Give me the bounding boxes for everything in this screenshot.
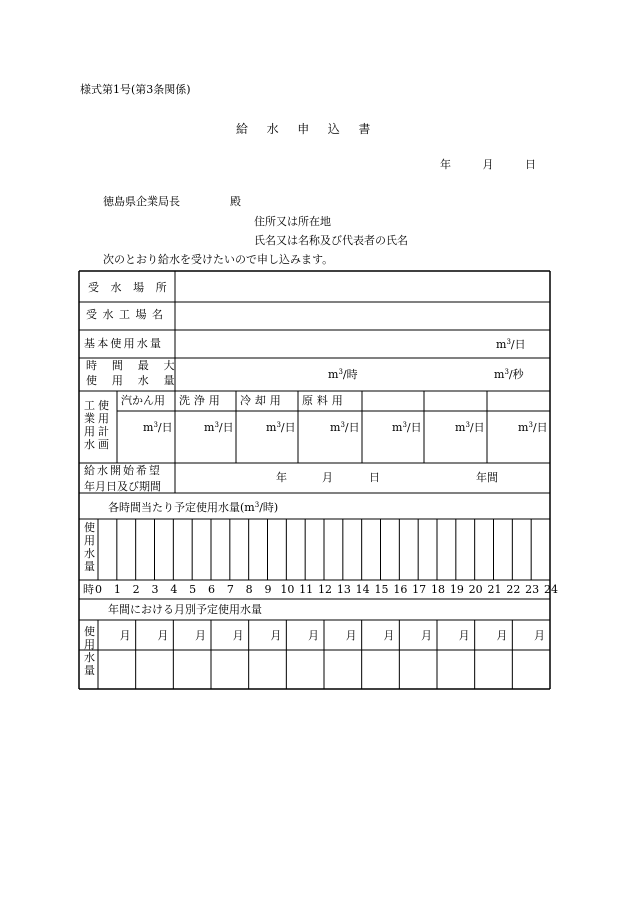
receiving-place-label: 受水場所 bbox=[88, 281, 179, 294]
start-period-label: 年間 bbox=[476, 471, 498, 484]
month-unit-label: 月 bbox=[195, 629, 206, 642]
receiving-plant-field[interactable] bbox=[176, 303, 549, 328]
hour-label: 16 bbox=[393, 583, 408, 596]
form-number: 様式第1号(第3条関係) bbox=[80, 83, 191, 96]
hourly-usage-field[interactable] bbox=[381, 520, 400, 579]
use-type-header: 原料用 bbox=[302, 394, 347, 407]
monthly-usage-field[interactable] bbox=[173, 651, 211, 688]
monthly-usage-field[interactable] bbox=[98, 651, 136, 688]
hourly-usage-field[interactable] bbox=[456, 520, 475, 579]
basic-usage-label: 基本使用水量 bbox=[84, 337, 164, 350]
max-usage-label-line1: 時間最大 bbox=[86, 359, 190, 372]
use-daily-unit[interactable]: $m^3/$日 bbox=[204, 421, 234, 434]
hour-label: 15 bbox=[374, 583, 389, 596]
vertical-label-char: 計 bbox=[98, 425, 109, 438]
use-daily-unit[interactable]: $m^3/$日 bbox=[392, 421, 422, 434]
monthly-usage-field[interactable] bbox=[362, 651, 400, 688]
hourly-usage-field[interactable] bbox=[192, 520, 211, 579]
hour-label: 13 bbox=[336, 583, 351, 596]
hourly-usage-field[interactable] bbox=[324, 520, 343, 579]
hourly-usage-field[interactable] bbox=[98, 520, 117, 579]
monthly-usage-field[interactable] bbox=[136, 651, 174, 688]
month-unit-label: 月 bbox=[345, 629, 357, 642]
monthly-usage-field[interactable] bbox=[324, 651, 362, 688]
use-type-header: 洗浄用 bbox=[179, 394, 224, 407]
month-unit-label: 月 bbox=[534, 629, 545, 642]
monthly-usage-field[interactable] bbox=[286, 651, 324, 688]
applicant-address-label: 住所又は所在地 bbox=[254, 215, 331, 228]
vertical-label-char: 業 bbox=[84, 412, 95, 425]
vertical-label-char: 量 bbox=[84, 664, 95, 677]
addressee: 徳島県企業局長 bbox=[103, 195, 180, 208]
hour-label: 21 bbox=[487, 583, 502, 596]
start-day-label: 日 bbox=[369, 471, 380, 484]
date-year-label: 年 bbox=[440, 158, 451, 171]
hourly-usage-field[interactable] bbox=[418, 520, 437, 579]
month-unit-label: 月 bbox=[157, 629, 169, 642]
hourly-usage-field[interactable] bbox=[475, 520, 494, 579]
month-unit-label: 月 bbox=[270, 629, 282, 642]
hour-label: 24 bbox=[544, 583, 558, 596]
per-second-unit: $m^3/$秒 bbox=[494, 368, 524, 381]
hour-label: 9 bbox=[264, 583, 272, 596]
hour-label: 22 bbox=[506, 583, 521, 596]
hour-label: 14 bbox=[355, 583, 370, 596]
vertical-label-char: 使 bbox=[98, 399, 109, 412]
use-daily-unit[interactable]: $m^3/$日 bbox=[266, 421, 296, 434]
hourly-usage-field[interactable] bbox=[155, 520, 174, 579]
hour-label: 17 bbox=[412, 583, 427, 596]
month-unit-label: 月 bbox=[458, 629, 470, 642]
vertical-label-char: 用 bbox=[84, 638, 95, 651]
vertical-label-char: 量 bbox=[84, 560, 95, 573]
intro-text: 次のとおり給水を受けたいので申し込みます。 bbox=[103, 253, 334, 266]
hour-label: 12 bbox=[318, 583, 332, 596]
receiving-place-field[interactable] bbox=[176, 276, 549, 300]
month-unit-label: 月 bbox=[496, 629, 508, 642]
hour-label: 23 bbox=[525, 583, 540, 596]
month-unit-label: 月 bbox=[232, 629, 244, 642]
monthly-usage-field[interactable] bbox=[475, 651, 513, 688]
hour-label: 6 bbox=[208, 583, 215, 596]
hourly-usage-field[interactable] bbox=[117, 520, 136, 579]
start-year-label: 年 bbox=[276, 471, 287, 484]
use-daily-unit[interactable]: $m^3/$日 bbox=[455, 421, 485, 434]
vertical-label-char: 使 bbox=[84, 625, 95, 638]
hour-label: 10 bbox=[280, 583, 295, 596]
month-unit-label: 月 bbox=[119, 629, 131, 642]
vertical-label-char: 画 bbox=[98, 438, 109, 451]
start-label-line2: 年月日及び期間 bbox=[84, 480, 161, 493]
month-unit-label: 月 bbox=[383, 629, 395, 642]
vertical-label-char: 水 bbox=[84, 547, 95, 560]
hour-label: 3 bbox=[151, 583, 159, 596]
monthly-usage-field[interactable] bbox=[249, 651, 287, 688]
hour-label: 4 bbox=[170, 583, 178, 596]
vertical-label-char: 水 bbox=[84, 651, 95, 664]
hour-label: 1 bbox=[113, 583, 121, 596]
vertical-label-char: 工 bbox=[84, 399, 95, 412]
hour-label: 18 bbox=[431, 583, 445, 596]
hourly-usage-field[interactable] bbox=[286, 520, 305, 579]
start-label-line1: 給水開始希望 bbox=[84, 464, 162, 477]
hour-label: 5 bbox=[189, 583, 197, 596]
hourly-usage-field[interactable] bbox=[494, 520, 513, 579]
per-hour-unit: $m^3/$時 bbox=[328, 368, 358, 381]
monthly-usage-header: 年間における月別予定使用水量 bbox=[108, 603, 262, 616]
hour-label: 11 bbox=[299, 583, 314, 596]
monthly-usage-field[interactable] bbox=[211, 651, 249, 688]
hourly-usage-field[interactable] bbox=[399, 520, 418, 579]
receiving-plant-label: 受水工場名 bbox=[86, 308, 169, 321]
use-daily-unit[interactable]: $m^3/$日 bbox=[518, 421, 548, 434]
applicant-name-label: 氏名又は名称及び代表者の氏名 bbox=[254, 234, 408, 247]
hour-label: 8 bbox=[245, 583, 253, 596]
use-type-header: 冷却用 bbox=[240, 394, 285, 407]
date-month-label: 月 bbox=[482, 158, 494, 171]
hourly-usage-field[interactable] bbox=[512, 520, 531, 579]
vertical-label-char: 水 bbox=[84, 438, 95, 451]
hourly-usage-field[interactable] bbox=[211, 520, 230, 579]
start-month-label: 月 bbox=[322, 471, 333, 484]
use-daily-unit[interactable]: $m^3/$日 bbox=[330, 421, 360, 434]
vertical-label-char: 用 bbox=[84, 534, 95, 547]
basic-usage-unit: $m^3/$日 bbox=[496, 338, 526, 351]
form-title: 給水申込書 bbox=[236, 122, 390, 136]
hourly-usage-header: 各時間当たり予定使用水量($m^3/$時) bbox=[108, 501, 279, 514]
hour-label: 7 bbox=[226, 583, 234, 596]
use-type-header: 汽かん用 bbox=[121, 394, 165, 407]
hourly-usage-field[interactable] bbox=[249, 520, 268, 579]
monthly-usage-field[interactable] bbox=[437, 651, 475, 688]
hourly-usage-field[interactable] bbox=[136, 520, 155, 579]
hour-label: 2 bbox=[132, 583, 140, 596]
use-daily-unit[interactable]: $m^3/$日 bbox=[143, 421, 173, 434]
vertical-label-char: 用 bbox=[98, 412, 109, 425]
date-day-label: 日 bbox=[525, 158, 536, 171]
month-unit-label: 月 bbox=[421, 629, 432, 642]
max-usage-label-line2: 使用水量 bbox=[86, 374, 190, 387]
hour-label: 20 bbox=[468, 583, 483, 596]
hourly-usage-field[interactable] bbox=[173, 520, 192, 579]
hour-label: 0 bbox=[95, 583, 102, 596]
hourly-usage-field[interactable] bbox=[343, 520, 362, 579]
hourly-usage-field[interactable] bbox=[437, 520, 456, 579]
honorific: 殿 bbox=[230, 195, 241, 208]
vertical-label-char: 使 bbox=[84, 521, 95, 534]
vertical-label-char: 用 bbox=[84, 425, 95, 438]
hourly-usage-field[interactable] bbox=[268, 520, 287, 579]
monthly-usage-field[interactable] bbox=[399, 651, 437, 688]
hourly-usage-field[interactable] bbox=[305, 520, 324, 579]
month-unit-label: 月 bbox=[308, 629, 319, 642]
hour-prefix: 時 bbox=[83, 583, 94, 596]
hourly-usage-field[interactable] bbox=[362, 520, 381, 579]
hour-label: 19 bbox=[449, 583, 464, 596]
monthly-usage-field[interactable] bbox=[512, 651, 550, 688]
hourly-usage-field[interactable] bbox=[230, 520, 249, 579]
hourly-usage-field[interactable] bbox=[531, 520, 550, 579]
